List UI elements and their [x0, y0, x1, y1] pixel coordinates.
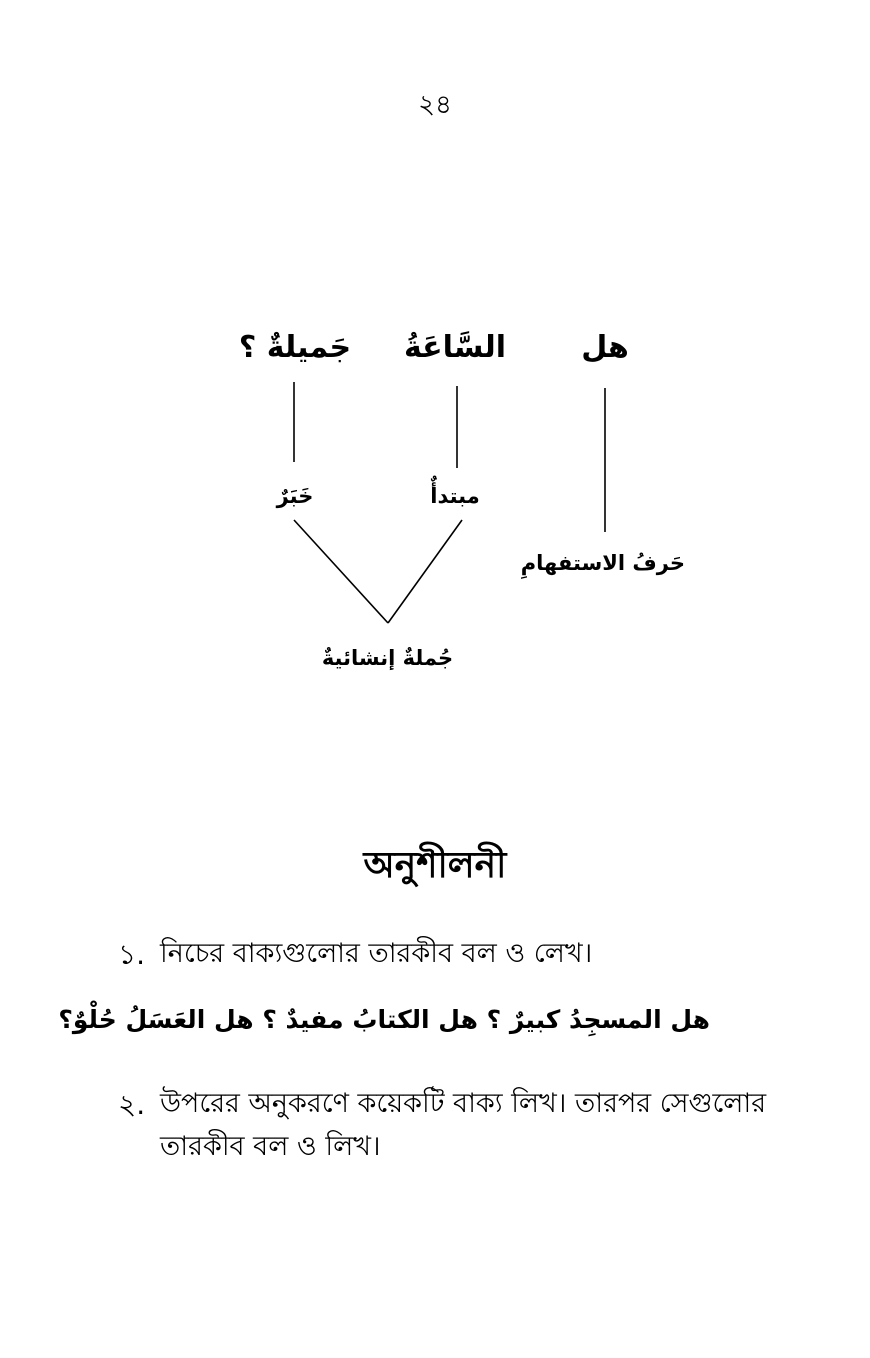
exercise-2-number: ২.	[118, 1088, 146, 1121]
word-jamilah: جَميلةٌ ؟	[238, 330, 352, 365]
khabar-branch-line	[294, 520, 388, 623]
exercise-1-arabic-examples: هل المسجِدُ كبيرٌ ؟ هل الكتابُ مفيدٌ ؟ هل العَسَلُ حُلْوٌ؟	[58, 1005, 710, 1034]
mubtada-branch-line	[388, 520, 462, 623]
exercise-2-text-line-2: তারকীব বল ও লিখ।	[160, 1131, 381, 1162]
exercise-1-text: নিচের বাক্যগুলোর তারকীব বল ও লেখ।	[160, 938, 593, 969]
label-mubtada: مبتدأٌ	[430, 484, 480, 508]
exercise-1-number: ১.	[118, 938, 146, 971]
exercise-2-text-line-1: উপরের অনুকরণে কয়েকটি বাক্য লিখ। তারপর সেগুলোর	[160, 1088, 767, 1119]
exercise-heading: অনুশীলনী	[363, 845, 507, 886]
label-jumlah-inshaiyyah: جُملةٌ إنشائيةٌ	[321, 646, 454, 670]
label-harf-istifham: حَرفُ الاستفهامِ	[520, 551, 685, 575]
word-as-saah: السَّاعَةُ	[403, 330, 507, 365]
label-khabar: خَبَرٌ	[276, 484, 314, 508]
word-hal: هل	[581, 330, 629, 365]
page-number: ২৪	[418, 90, 452, 120]
